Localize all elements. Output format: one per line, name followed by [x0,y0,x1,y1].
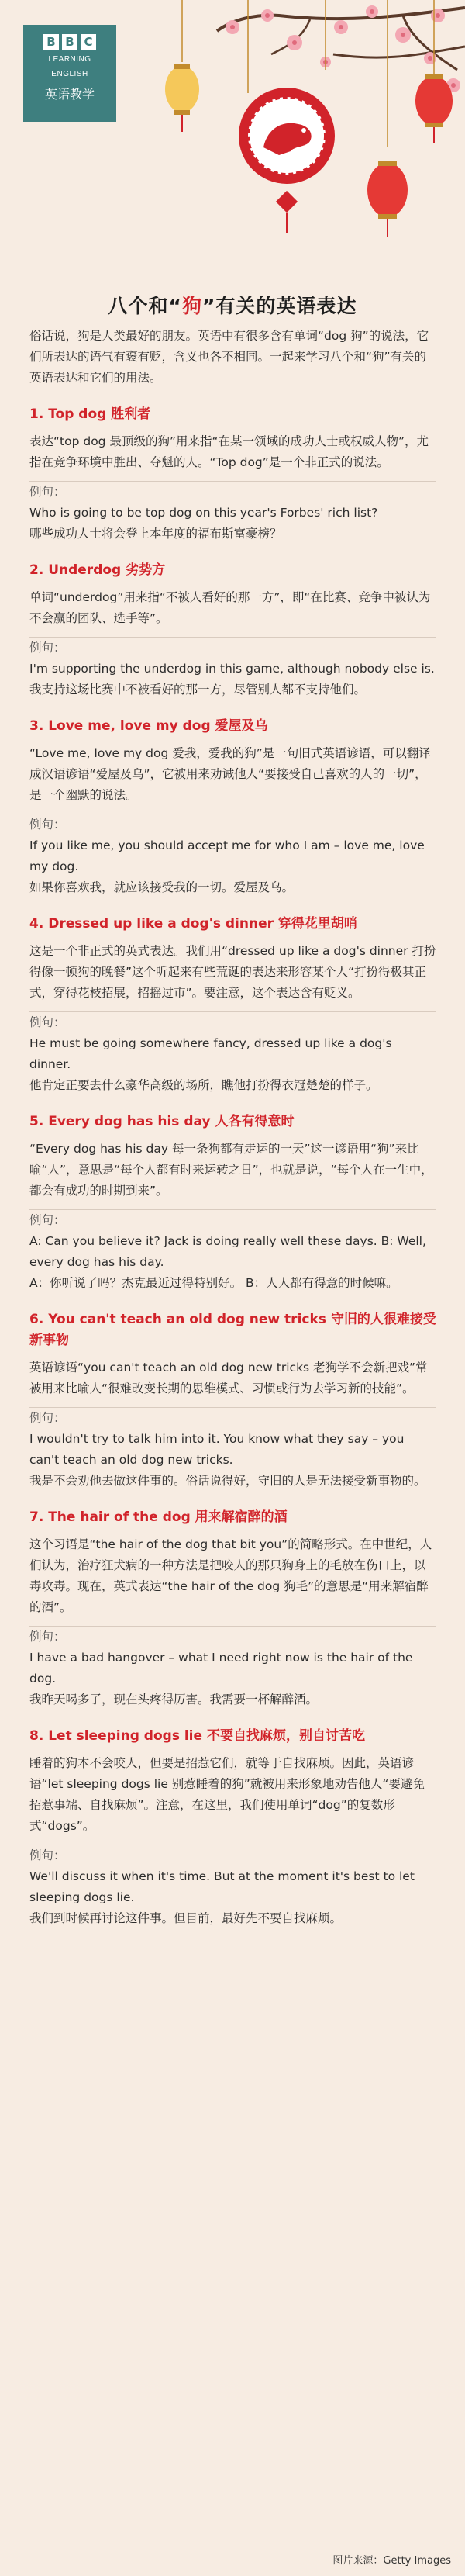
header-banner [0,0,465,271]
bbc-letter: C [81,34,96,50]
section-body: 英语谚语“you can't teach an old dog new tricks 老狗学不会新把戏”常被用来比喻人“很难改变长期的思维模式、习惯或行为去学习新的技能”。 [29,1361,428,1395]
example-cn: 我支持这场比赛中不被看好的那一方，尽管别人都不支持他们。 [29,683,367,697]
section [29,1309,436,1492]
section-body: “Every dog has his day 每一条狗都有走运的一天”这一谚语用“狗”来比喻“人”，意思是“每个人都有时来运转之日”，也就是说，“每个人在一生中，都会有成功的时期到来”。 [29,1142,433,1198]
sections-list [29,404,436,1929]
section-title: 6. You can't teach an old dog new tricks 守旧的人很难接受新事物 [29,1312,436,1348]
example-label: 例句： [29,1213,66,1227]
example-en: Who is going to be top dog on this year's Forbes' rich list? [29,506,378,520]
example-label: 例句： [29,1411,66,1425]
section [29,1112,436,1294]
section [29,1507,436,1710]
logo-chinese: 英语教学 [44,87,95,102]
section-title: 5. Every dog has his day 人各有得意时 [29,1114,294,1129]
title-after: ”有关的英语表达 [202,295,357,317]
example-cn: 我们到时候再讨论这件事。但目前，最好先不要自找麻烦。 [29,1911,343,1925]
example-en: He must be going somewhere fancy, dressed up like a dog's dinner. [29,1036,392,1071]
section [29,914,436,1096]
example-cn: 他肯定正要去什么豪华高级的场所，瞧他打扮得衣冠楚楚的样子。 [29,1078,378,1092]
title-before: 八个和“ [108,295,182,317]
section-body: 表达“top dog 最顶级的狗”用来指“在某一领域的成功人士或权威人物”，尤指在竞争环境中胜出、夺魁的人。“Top dog”是一个非正式的说法。 [29,434,429,469]
section-body: 这个习语是“the hair of the dog that bit you”的简略形式。在中世纪，人们认为，治疗狂犬病的一种方法是把咬人的那只狗身上的毛放在伤口上，以毒攻毒。现在，英式表达“the hair of the dog 狗毛”的意思是“用来解宿醉的酒”。 [29,1537,432,1614]
section-title: 2. Underdog 劣势方 [29,562,166,578]
example-label: 例句： [29,641,66,655]
section [29,560,436,700]
example-label: 例句： [29,818,66,832]
section [29,404,436,545]
bbc-letter: B [43,34,59,50]
logo-learning: LEARNING [48,55,91,64]
example-label: 例句： [29,1848,66,1862]
title-highlight: 狗 [181,295,202,317]
example-label: 例句： [29,1630,66,1644]
example-cn: 如果你喜欢我，就应该接受我的一切。爱屋及乌。 [29,880,294,894]
example-cn: 我昨天喝多了，现在头疼得厉害。我需要一杯解醉酒。 [29,1693,319,1706]
example-label: 例句： [29,1015,66,1029]
bbc-letter: B [62,34,78,50]
section [29,716,436,898]
section-title: 1. Top dog 胜利者 [29,406,151,422]
page-title [0,291,465,319]
section [29,1726,436,1929]
article-body [29,326,436,1929]
example-en: I'm supporting the underdog in this game, although nobody else is. [29,662,435,676]
bbc-learning-english-logo [23,25,116,122]
section-body: “Love me, love my dog 爱我，爱我的狗”是一句旧式英语谚语，可以翻译成汉语谚语“爱屋及乌”，它被用来劝诫他人“要接受自己喜欢的人的一切”，是一个幽默的说法。 [29,746,431,802]
bbc-letters [23,34,116,50]
logo-english: ENGLISH [51,70,88,78]
example-en: I have a bad hangover – what I need right now is the hair of the dog. [29,1651,413,1686]
example-cn: 我是不会劝他去做这件事的。俗话说得好，守旧的人是无法接受新事物的。 [29,1474,426,1488]
example-en: A: Can you believe it? Jack is doing really well these days. B: Well, every dog has his day. [29,1234,426,1269]
section-body: 睡着的狗本不会咬人，但要是招惹它们，就等于自找麻烦。因此，英语谚语“let sleeping dogs lie 别惹睡着的狗”就被用来形象地劝告他人“要避免招惹事端、自找麻烦”。注意，在这里，我们使用单词“dog”的复数形式“dogs”。 [29,1756,425,1833]
section-title: 4. Dressed up like a dog's dinner 穿得花里胡哨 [29,916,357,932]
example-en: If you like me, you should accept me for who I am – love me, love my dog. [29,838,425,873]
example-cn: A：你听说了吗？杰克最近过得特别好。 B：人人都有得意的时候嘛。 [29,1276,398,1290]
section-title: 7. The hair of the dog 用来解宿醉的酒 [29,1509,288,1525]
section-title: 3. Love me, love my dog 爱屋及乌 [29,718,268,734]
example-en: I wouldn't try to talk him into it. You know what they say – you can't teach an old dog new tricks. [29,1432,405,1467]
section-title: 8. Let sleeping dogs lie 不要自找麻烦，别自讨苦吃 [29,1728,365,1744]
section-body: 单词“underdog”用来指“不被人看好的那一方”，即“在比赛、竞争中被认为不会赢的团队、选手等”。 [29,590,431,625]
section-body: 这是一个非正式的英式表达。我们用“dressed up like a dog's dinner 打扮得像一顿狗的晚餐”这个听起来有些荒诞的表达来形容某个人“打扮得极其正式，穿得花枝招展，招摇过市”。要注意，这个表达含有贬义。 [29,944,436,1000]
intro-paragraph: 俗话说，狗是人类最好的朋友。英语中有很多含有单词“dog 狗”的说法，它们所表达的语气有褒有贬，含义也各不相同。一起来学习八个和“狗”有关的英语表达和它们的用法。 [29,329,429,385]
example-cn: 哪些成功人士将会登上本年度的福布斯富豪榜？ [29,527,282,541]
example-en: We'll discuss it when it's time. But at the moment it's best to let sleeping dogs lie. [29,1869,415,1904]
image-source: 图片来源：Getty Images [332,2555,451,2567]
example-label: 例句： [29,485,66,499]
